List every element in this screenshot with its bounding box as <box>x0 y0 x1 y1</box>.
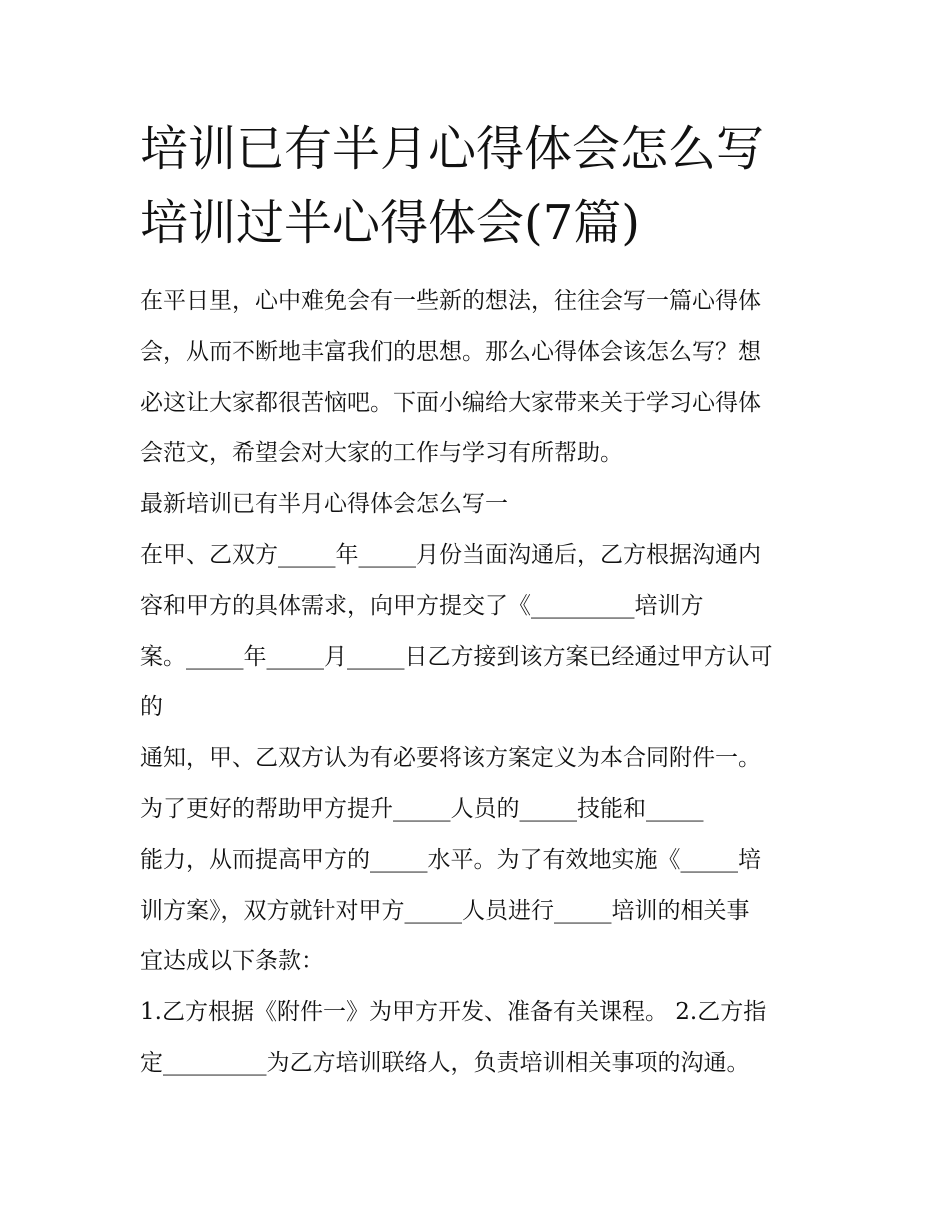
title-line-1: 培训已有半月心得体会怎么写 <box>140 121 765 177</box>
body-line-11: 为了更好的帮助甲方提升_____人员的_____技能和_____ <box>140 795 704 822</box>
body-line-9: 的 <box>140 694 163 721</box>
body-line-15: 1.乙方根据《附件一》为甲方开发、准备有关课程。 2.乙方指 <box>140 999 767 1026</box>
body-line-2: 会，从而不断地丰富我们的思想。那么心得体会该怎么写？想 <box>140 338 761 365</box>
body-line-3: 必这让大家都很苦恼吧。下面小编给大家带来关于学习心得体 <box>140 389 761 416</box>
body-line-10: 通知，甲、乙双方认为有必要将该方案定义为本合同附件一。 <box>140 745 761 772</box>
document-title <box>140 112 840 260</box>
section-heading: 最新培训已有半月心得体会怎么写一 <box>140 491 508 518</box>
body-line-7: 容和甲方的具体需求，向甲方提交了《_________培训方 <box>140 592 704 619</box>
title-line-2: 培训过半心得体会(7篇) <box>140 195 640 251</box>
document-body <box>140 276 840 1089</box>
body-line-4: 会范文，希望会对大家的工作与学习有所帮助。 <box>140 440 623 467</box>
body-line-14: 宜达成以下条款： <box>140 948 324 975</box>
body-line-16: 定_________为乙方培训联络人，负责培训相关事项的沟通。 <box>140 1049 750 1076</box>
body-line-1: 在平日里，心中难免会有一些新的想法，往往会写一篇心得体 <box>140 288 761 314</box>
body-line-8: 案。_____年_____月_____日乙方接到该方案已经通过甲方认可 <box>140 643 773 670</box>
body-line-13: 训方案》，双方就针对甲方_____人员进行_____培训的相关事 <box>140 897 750 924</box>
body-line-12: 能力，从而提高甲方的_____水平。为了有效地实施《_____培 <box>140 846 761 873</box>
body-line-6: 在甲、乙双方_____年_____月份当面沟通后，乙方根据沟通内 <box>140 541 761 568</box>
